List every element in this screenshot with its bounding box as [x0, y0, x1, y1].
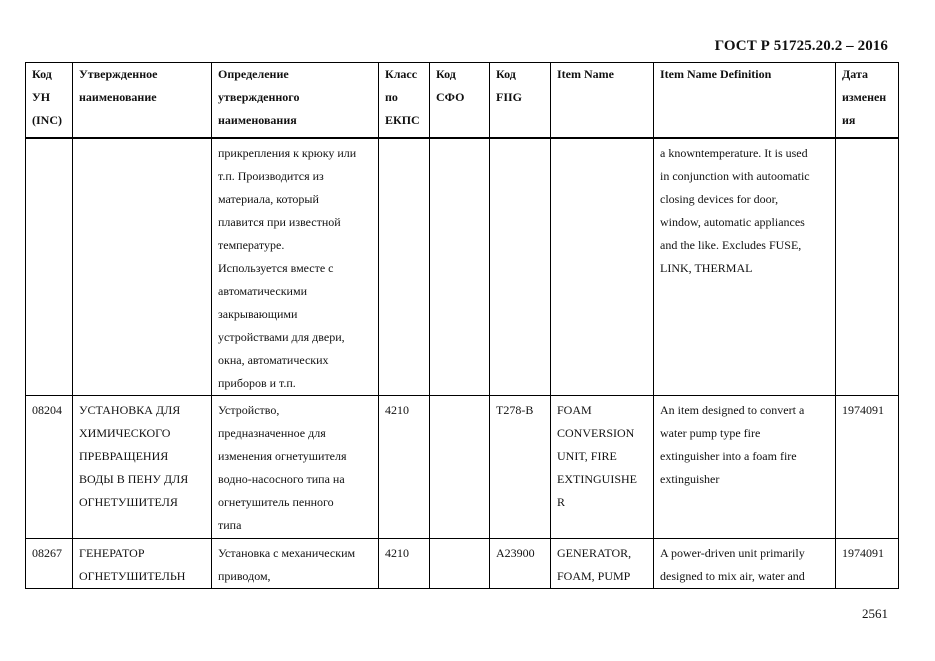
cell-inc: 08204 — [26, 395, 73, 538]
cell-sfo — [430, 395, 490, 538]
table-row — [26, 138, 899, 396]
cell-class — [379, 138, 430, 396]
cell-fiig — [490, 138, 551, 396]
col-header-definition-ru: Определение утвержденного наименования — [212, 63, 379, 138]
cell-fiig: T278-B — [490, 395, 551, 538]
page-number: 2561 — [862, 606, 888, 621]
table-row — [26, 538, 899, 588]
col-header-sfo: Код СФО — [430, 63, 490, 138]
cell-class: 4210 — [379, 538, 430, 588]
cell-date — [836, 138, 899, 396]
col-header-name-ru: Утвержденное наименование — [73, 63, 212, 138]
registry-table — [25, 62, 899, 589]
col-header-class: Класс по ЕКПС — [379, 63, 430, 138]
cell-item-definition: A power-driven unit primarily designed to mix air, water and — [654, 538, 836, 588]
cell-date: 1974091 — [836, 538, 899, 588]
cell-name-ru: ГЕНЕРАТОР ОГНЕТУШИТЕЛЬН — [73, 538, 212, 588]
cell-date: 1974091 — [836, 395, 899, 538]
cell-item-name: GENERATOR, FOAM, PUMP — [551, 538, 654, 588]
cell-inc — [26, 138, 73, 396]
cell-sfo — [430, 138, 490, 396]
cell-item-definition: a knowntemperature. It is used in conjunction with autoomatic closing devices for door, window, automatic appliances and the like. Excludes FUSE, LINK, THERMAL — [654, 138, 836, 396]
cell-class: 4210 — [379, 395, 430, 538]
cell-name-ru — [73, 138, 212, 396]
cell-inc: 08267 — [26, 538, 73, 588]
cell-sfo — [430, 538, 490, 588]
cell-definition-ru: прикрепления к крюку или т.п. Производится из материала, который плавится при известной температуре. Используется вместе с автоматическими закрывающими устройствами для двери, окна, автоматических приборов и т.п. — [212, 138, 379, 396]
col-header-inc: Код УН (INC) — [26, 63, 73, 138]
cell-item-name — [551, 138, 654, 396]
cell-name-ru: УСТАНОВКА ДЛЯ ХИМИЧЕСКОГО ПРЕВРАЩЕНИЯ ВОДЫ В ПЕНУ ДЛЯ ОГНЕТУШИТЕЛЯ — [73, 395, 212, 538]
cell-item-name: FOAM CONVERSION UNIT, FIRE EXTINGUISHE R — [551, 395, 654, 538]
cell-definition-ru: Установка с механическим приводом, — [212, 538, 379, 588]
standard-header: ГОСТ Р 51725.20.2 – 2016 — [714, 38, 888, 54]
col-header-item-definition: Item Name Definition — [654, 63, 836, 138]
col-header-item-name: Item Name — [551, 63, 654, 138]
table-row — [26, 395, 899, 538]
cell-fiig: A23900 — [490, 538, 551, 588]
col-header-date: Дата изменен ия — [836, 63, 899, 138]
table-header-row — [26, 63, 899, 138]
cell-item-definition: An item designed to convert a water pump type fire extinguisher into a foam fire extinguisher — [654, 395, 836, 538]
cell-definition-ru: Устройство, предназначенное для изменения огнетушителя водно-насосного типа на огнетушитель пенного типа — [212, 395, 379, 538]
col-header-fiig: Код FIIG — [490, 63, 551, 138]
